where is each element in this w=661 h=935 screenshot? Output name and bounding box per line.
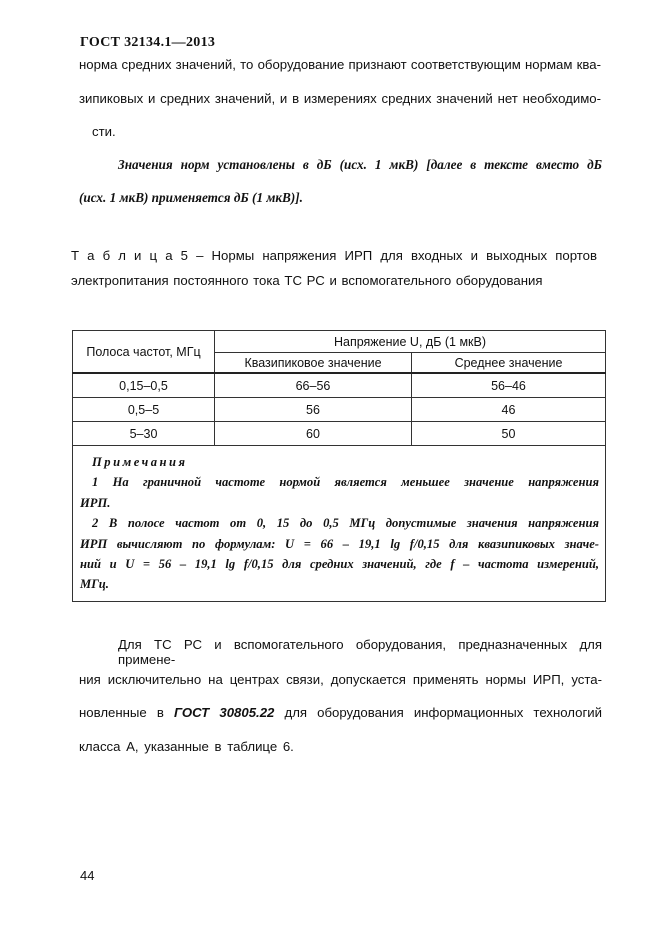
emphasis-line: Значения норм установлены в дБ (исх. 1 мкВ) [далее в тексте вместо дБ <box>118 157 602 172</box>
paragraph-line: зипиковых и средних значений, и в измерениях средних значений нет необходимо- <box>79 91 601 106</box>
paragraph-line: норма средних значений, то оборудование признают соответствующим нормам ква- <box>79 57 601 72</box>
note-line: ИРП вычисляют по формулам: U = 66 – 19,1 lg f/0,15 для квазипиковых значе- <box>80 536 599 551</box>
note-line: МГц. <box>80 577 109 592</box>
cell-quasipeak: 66–56 <box>215 373 412 398</box>
cell-band: 5–30 <box>73 422 215 446</box>
page-number: 44 <box>80 868 95 883</box>
note-line: ИРП. <box>80 495 111 510</box>
column-group-header: Напряжение U, дБ (1 мкВ) <box>215 331 606 353</box>
column-header-quasipeak: Квазипиковое значение <box>215 353 412 374</box>
cell-band: 0,15–0,5 <box>73 373 215 398</box>
standard-reference: ГОСТ 30805.22 <box>173 705 275 720</box>
paragraph-line: ния исключительно на центрах связи, допускается применять нормы ИРП, уста- <box>79 672 602 687</box>
table-caption-cont: электропитания постоянного тока ТС РС и вспомогательного оборудования <box>71 273 543 288</box>
column-header-average: Среднее значение <box>412 353 606 374</box>
document-header: ГОСТ 32134.1—2013 <box>80 35 216 50</box>
paragraph-line: сти. <box>92 124 116 139</box>
text-fragment: новленные в <box>79 705 174 720</box>
cell-average: 46 <box>412 398 606 422</box>
paragraph-line: Для ТС РС и вспомогательного оборудования, предназначенных для примене- <box>118 637 602 667</box>
paragraph-line: класса А, указанные в таблице 6. <box>79 739 294 754</box>
cell-average: 56–46 <box>412 373 606 398</box>
paragraph-line <box>79 705 602 720</box>
cell-quasipeak: 56 <box>215 398 412 422</box>
limits-table <box>72 330 606 602</box>
emphasis-line: (исх. 1 мкВ) применяется дБ (1 мкВ)]. <box>79 190 303 205</box>
column-header-band: Полоса частот, МГц <box>73 331 215 374</box>
cell-quasipeak: 60 <box>215 422 412 446</box>
cell-band: 0,5–5 <box>73 398 215 422</box>
note-line: ний и U = 56 – 19,1 lg f/0,15 для средних значений, где f – частота измерений, <box>80 557 599 572</box>
cell-average: 50 <box>412 422 606 446</box>
notes-title: Примечания <box>92 455 188 469</box>
text-fragment: для оборудования информационных технологий <box>274 705 603 720</box>
table-caption: Т а б л и ц а 5 – Нормы напряжения ИРП для входных и выходных портов <box>71 248 597 263</box>
table-notes <box>73 446 606 602</box>
note-line: 1 На граничной частоте нормой является меньшее значение напряжения <box>92 475 599 490</box>
note-line: 2 В полосе частот от 0, 15 до 0,5 МГц допустимые значения напряжения <box>92 516 599 531</box>
